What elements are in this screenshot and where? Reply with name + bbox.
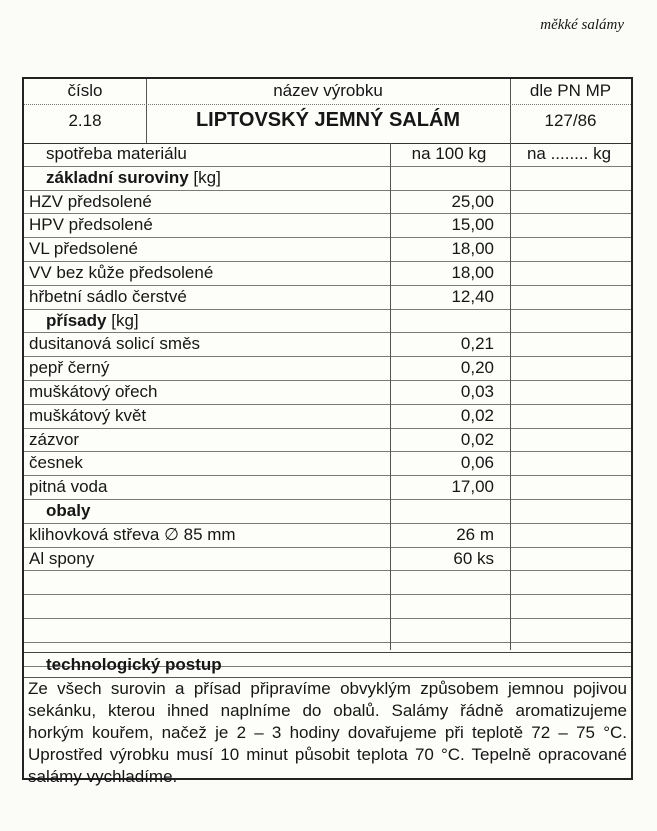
per100-label: na 100 kg [411, 144, 487, 163]
ingredient-name: Al spony [29, 548, 95, 568]
ingredient-row [24, 191, 631, 215]
material-header-row [24, 143, 631, 167]
section-header [24, 310, 631, 334]
ingredient-name: muškátový ořech [29, 381, 158, 401]
ingredient-name: VL předsolené [29, 239, 139, 259]
section-title [46, 500, 90, 522]
ingredient-row [24, 405, 631, 429]
ingredient-row [24, 214, 631, 238]
ingredient-amount: 0,20 [460, 358, 494, 378]
ingredient-row [24, 286, 631, 310]
ingredient-row [24, 238, 631, 262]
ingredient-name: muškátový květ [29, 405, 147, 425]
ingredient-row [24, 333, 631, 357]
custom-divider [510, 143, 511, 650]
name-label: název výrobku [273, 81, 383, 100]
ingredient-table [24, 143, 631, 667]
ingredient-row [24, 619, 631, 643]
ingredient-name: HPV předsolené [29, 215, 153, 235]
ingredient-amount: 17,00 [451, 477, 494, 497]
header-divider [24, 104, 631, 105]
ingredient-name: dusitanová solicí směs [29, 334, 201, 354]
section-title [46, 310, 139, 332]
ingredient-name: pitná voda [29, 477, 108, 497]
section-unit: [kg] [193, 167, 221, 187]
custom-amount-label: na ........ kg [526, 144, 612, 163]
ingredient-amount: 0,03 [460, 381, 494, 401]
section-unit: [kg] [111, 310, 139, 330]
ingredient-amount: 18,00 [451, 262, 494, 282]
technology-text: Ze všech surovin a přísad připravíme obvyklým způsobem jemnou pojivou sekánku, kterou ihned naplníme do obalů. Salámy řádně aromatizujeme horkým kouřem, načež je 2 – 3 hodiny dovařujeme při teplotě 72 – 75 °C. Uprostřed výrobku musí 10 minut působit teplota 70 °C. Tepelně opracované salámy vychladíme. [28, 679, 627, 786]
ingredient-row [24, 476, 631, 500]
ingredient-row [24, 548, 631, 572]
card-header [24, 79, 631, 144]
number-column [24, 79, 147, 143]
ingredient-amount: 0,02 [460, 429, 494, 449]
ingredient-row [24, 452, 631, 476]
ingredient-row [24, 429, 631, 453]
ingredient-name: VV bez kůže předsolené [29, 262, 214, 282]
section-header [24, 167, 631, 191]
ingredient-amount: 26 m [456, 524, 494, 544]
section-title-text: přísady [46, 310, 107, 330]
section-title [46, 167, 221, 189]
section-title-text: obaly [46, 500, 91, 520]
recipe-card [22, 77, 633, 786]
ingredient-name: HZV předsolené [29, 191, 152, 211]
ingredient-row [24, 595, 631, 619]
ingredient-name: hřbetní sádlo čerstvé [29, 286, 187, 306]
running-header: měkké salámy [540, 17, 624, 33]
technology-section [24, 652, 631, 786]
ingredient-amount: 0,02 [460, 405, 494, 425]
ingredient-amount: 0,21 [460, 334, 494, 354]
number-value: 2.18 [68, 111, 102, 130]
ingredient-name: česnek [29, 453, 83, 473]
ingredient-row [24, 571, 631, 595]
ingredient-amount: 60 ks [453, 548, 494, 568]
ingredient-amount: 25,00 [451, 191, 494, 211]
technology-title: technologický postup [46, 655, 222, 674]
product-name: LIPTOVSKÝ JEMNÝ SALÁM [195, 109, 461, 131]
ingredient-name: zázvor [29, 429, 80, 449]
ingredient-amount: 0,06 [460, 453, 494, 473]
ingredient-amount: 18,00 [451, 239, 494, 259]
name-column [146, 79, 511, 143]
ingredient-amount: 12,40 [451, 286, 494, 306]
material-label: spotřeba materiálu [46, 144, 187, 163]
ingredient-row [24, 524, 631, 548]
standard-label: dle PN MP [529, 81, 612, 100]
ingredient-row [24, 381, 631, 405]
section-title-text: základní suroviny [46, 167, 189, 187]
standard-value: 127/86 [544, 111, 597, 130]
standard-column [510, 79, 631, 143]
section-header [24, 500, 631, 524]
ingredient-row [24, 262, 631, 286]
number-label: číslo [67, 81, 103, 100]
ingredient-name: klihovková střeva ∅ 85 mm [29, 524, 236, 544]
amount-divider [390, 143, 391, 650]
ingredient-amount: 15,00 [451, 215, 494, 235]
ingredient-name: pepř černý [29, 358, 110, 378]
ingredient-row [24, 357, 631, 381]
